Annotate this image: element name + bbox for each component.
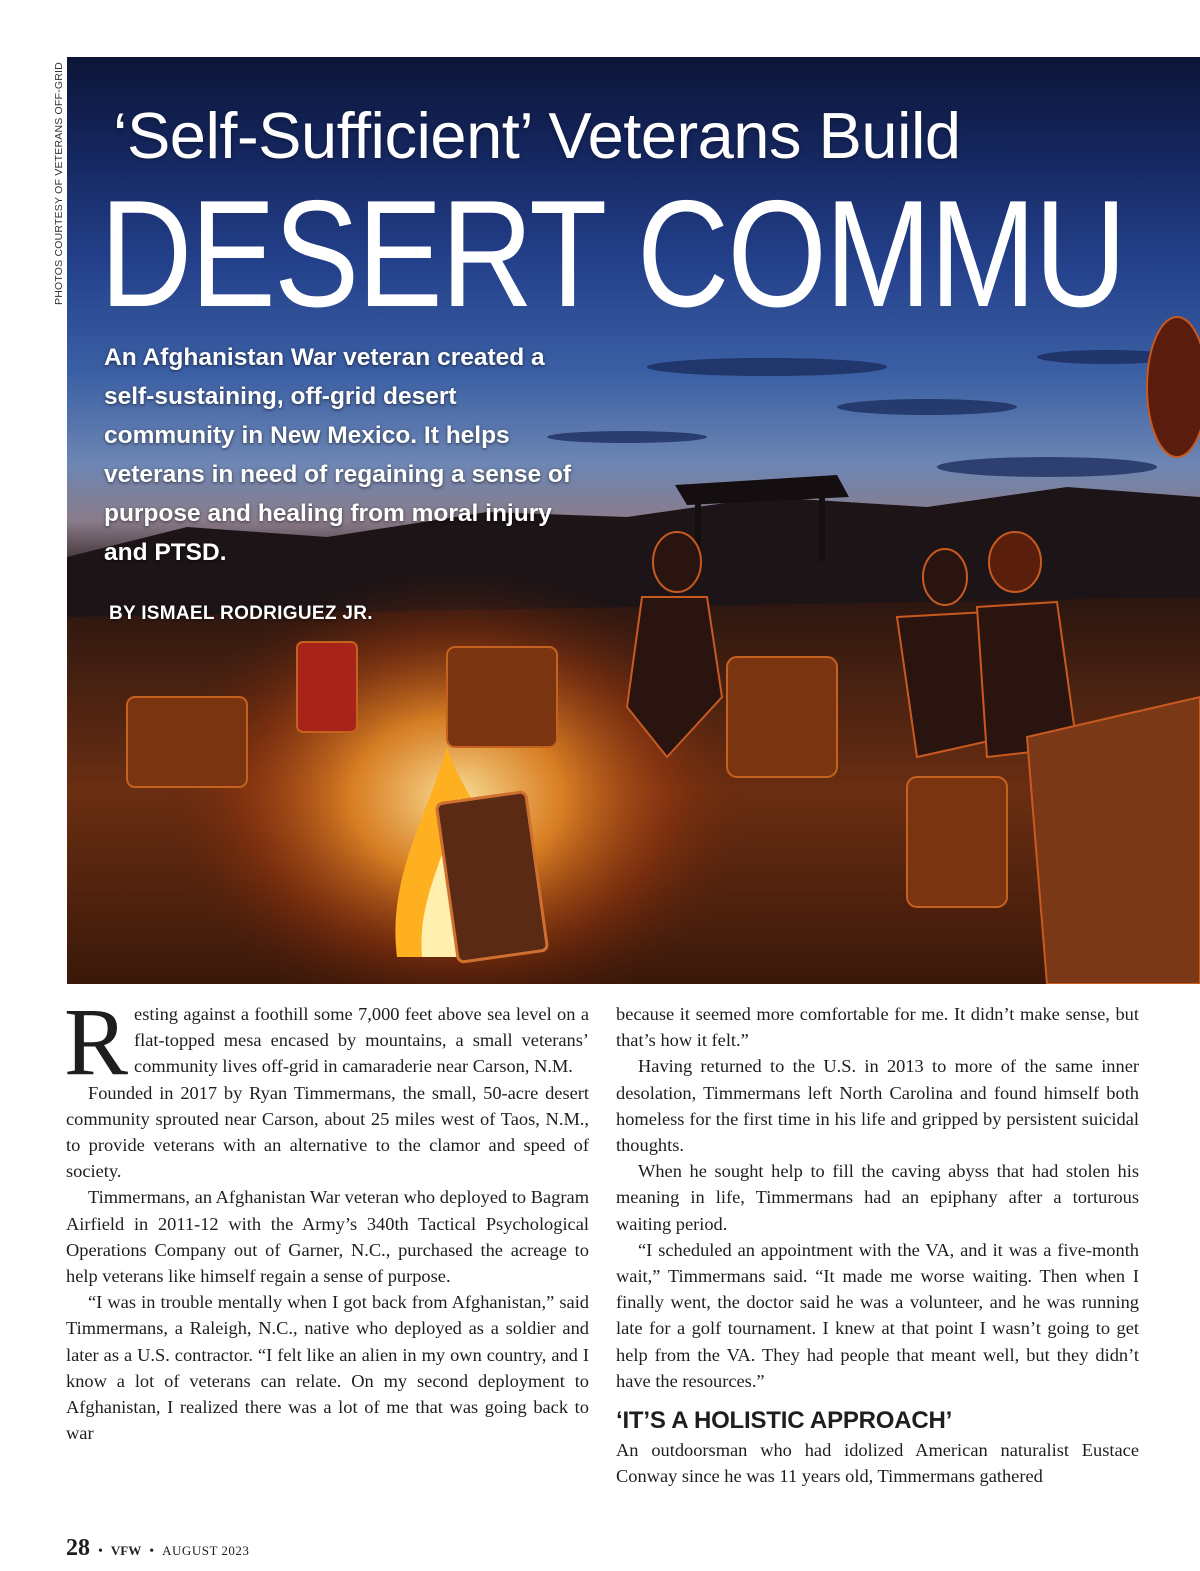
separator-dot: • xyxy=(98,1544,103,1559)
drop-cap: R xyxy=(64,988,129,1095)
article-paragraph: Resting against a foothill some 7,000 feet above sea level on a flat-topped mesa encased by mountains, a small veterans’ community lives off-grid in camaraderie near Carson, N.M. xyxy=(64,988,589,1095)
article-paragraph: Timmermans, an Afghanistan War veteran who deployed to Bagram Airfield in 2011-12 with the Army’s 340th Tactical Psychological Operations Company out of Garner, N.C., purchased the acreage to help veterans like himself regain a sense of purpose. xyxy=(66,1187,589,1287)
photo-credit: PHOTOS COURTESY OF VETERANS OFF-GRID xyxy=(53,62,65,305)
cloud-streaks xyxy=(547,350,1177,477)
article-paragraph: “I was in trouble mentally when I got back from Afghanistan,” said Timmermans, a Raleigh, N.C., native who deployed as a soldier and later as a U.S. contractor. “I felt like an alien in my own country, and I know a lot of veterans can relate. On my second deployment to Afghanistan, I realized there was a lot of me that was going back to war xyxy=(66,1292,589,1444)
issue-date: AUGUST 2023 xyxy=(162,1543,250,1558)
main-headline: DESERT COMMU xyxy=(100,169,1126,339)
magazine-name: VFW xyxy=(110,1543,142,1558)
article-paragraph: “I scheduled an appointment with the VA, and it was a five-month wait,” Timmermans said. “It made me worse waiting. Then when I finally went, the doctor said he was a volunteer, and he was running late for a golf tournament. I knew at that point I wasn’t going to get help from the VA. They had people that meant well, but they didn’t have the resources.” xyxy=(616,1239,1139,1391)
separator-dot: • xyxy=(149,1544,155,1559)
article-paragraph: Having returned to the U.S. in 2013 to more of the same inner desolation, Timmermans left North Carolina and found himself both homeless for the first time in his life and gripped by persistent suicidal thoughts. xyxy=(616,1056,1139,1156)
article-column-right xyxy=(616,1001,1139,1489)
page-number: 28 xyxy=(66,1535,90,1561)
byline: BY ISMAEL RODRIGUEZ JR. xyxy=(109,603,373,624)
article-paragraph: When he sought help to fill the caving abyss that had stolen his meaning in life, Timmermans had an epiphany after a torturous waiting period. xyxy=(616,1161,1139,1234)
page-footer xyxy=(66,1535,249,1562)
section-subhead: ‘IT’S A HOLISTIC APPROACH’ xyxy=(616,1407,953,1435)
article-column-left xyxy=(64,988,589,1446)
kicker-headline: ‘Self-Sufficient’ Veterans Build xyxy=(113,99,961,172)
article-paragraph: because it seemed more comfortable for me. It didn’t make sense, but that’s how it felt.” xyxy=(616,1004,1139,1051)
deck-summary: An Afghanistan War veteran created a self-sustaining, off-grid desert community in New Mexico. It helps veterans in need of regaining a sense of purpose and healing from moral injury and PTSD. xyxy=(104,344,571,566)
article-paragraph: Founded in 2017 by Ryan Timmermans, the small, 50-acre desert community sprouted near Carson, about 25 miles west of Taos, N.M., to provide veterans with an alternative to the clamor and speed of society. xyxy=(66,1082,589,1182)
article-paragraph: An outdoorsman who had idolized American naturalist Eustace Conway since he was 11 years old, Timmermans gathered xyxy=(616,1440,1139,1487)
